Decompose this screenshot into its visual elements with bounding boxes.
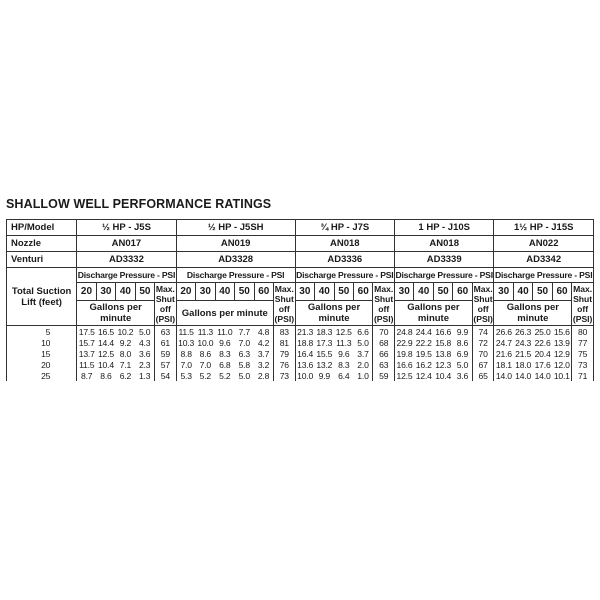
gpm-value: 5.0 <box>238 370 250 381</box>
max-shutoff-value: 73 <box>273 370 295 381</box>
gpm-value: 18.0 <box>515 359 532 370</box>
gpm-value: 12.5 <box>97 348 114 359</box>
table-row <box>7 370 594 381</box>
pressure-value: 40 <box>116 283 135 301</box>
gpm-value: 24.8 <box>395 326 414 338</box>
pressure-value: 40 <box>414 283 433 301</box>
gpm-value: 2.0 <box>357 359 369 370</box>
gpm-value: 5.3 <box>176 370 195 381</box>
nozzle-value: AN018 <box>295 236 394 252</box>
venturi-value: AD3342 <box>494 252 594 268</box>
max-shutoff-value: 68 <box>373 337 395 348</box>
gpm-value: 10.2 <box>117 326 134 337</box>
max-shutoff-value: 67 <box>472 359 494 370</box>
gpm-value: 8.3 <box>219 348 231 359</box>
max-shutoff-value: 72 <box>472 337 494 348</box>
pressure-value: 30 <box>395 283 414 301</box>
max-shutoff-header: Max. Shut off (PSI) <box>572 284 593 324</box>
pressure-value: 60 <box>453 283 472 301</box>
max-shutoff-header: Max. Shut off (PSI) <box>155 284 176 324</box>
gpm-value: 6.8 <box>219 359 231 370</box>
model-header: ½ HP - J5S <box>77 220 176 236</box>
max-shutoff-value: 74 <box>472 326 494 338</box>
gpm-value: 11.5 <box>176 326 195 338</box>
suction-lift-value: 10 <box>7 337 77 348</box>
gpm-value: 12.3 <box>435 359 452 370</box>
total-suction-lift-label: Total Suction Lift (feet) <box>7 268 77 326</box>
pressure-value: 50 <box>433 283 452 301</box>
nozzle-value: AN017 <box>77 236 176 252</box>
gpm-value: 9.9 <box>456 326 469 337</box>
gpm-value: 22.2 <box>415 337 432 348</box>
max-shutoff-value: 73 <box>572 359 594 370</box>
gpm-value: 5.0 <box>456 359 469 370</box>
gpm-value: 11.5 <box>77 359 96 370</box>
max-shutoff-header: Max. Shut off (PSI) <box>473 284 493 324</box>
gpm-value: 9.2 <box>119 337 132 348</box>
gpm-value: 21.6 <box>494 348 513 359</box>
max-shutoff-value: 80 <box>572 326 594 338</box>
pressure-value: 30 <box>494 283 513 301</box>
gpm-value: 7.0 <box>199 359 212 370</box>
gpm-value: 4.8 <box>257 326 270 337</box>
gpm-value: 16.6 <box>435 326 452 337</box>
pressure-value: 50 <box>533 283 552 301</box>
suction-lift-value: 25 <box>7 370 77 381</box>
gpm-value: 7.0 <box>176 359 195 370</box>
gpm-value: 20.4 <box>534 348 551 359</box>
max-shutoff-header: Max. Shut off (PSI) <box>373 284 394 324</box>
gpm-value: 1.3 <box>138 370 151 381</box>
gpm-value: 12.5 <box>335 326 352 337</box>
model-header: ½ HP - J5SH <box>176 220 295 236</box>
gpm-value: 6.4 <box>338 370 350 381</box>
gpm-value: 15.6 <box>553 326 570 337</box>
gpm-value: 21.3 <box>295 326 314 338</box>
gpm-value: 26.3 <box>515 326 532 337</box>
gpm-value: 8.6 <box>456 337 469 348</box>
gpm-value: 3.7 <box>357 348 369 359</box>
max-shutoff-value: 63 <box>373 359 395 370</box>
gpm-value: 24.4 <box>415 326 432 337</box>
performance-table <box>6 219 594 381</box>
nozzle-value: AN018 <box>395 236 494 252</box>
gpm-value: 6.2 <box>119 370 132 381</box>
gpm-value: 10.0 <box>197 337 214 348</box>
gpm-value: 24.3 <box>515 337 532 348</box>
gpm-value: 3.2 <box>257 359 270 370</box>
suction-lift-value: 20 <box>7 359 77 370</box>
gpm-value: 8.8 <box>176 348 195 359</box>
gpm-value: 9.9 <box>318 370 330 381</box>
page-title: SHALLOW WELL PERFORMANCE RATINGS <box>6 197 272 211</box>
pressure-value: 40 <box>315 283 334 301</box>
gpm-value: 8.0 <box>119 348 132 359</box>
table-row <box>7 337 594 348</box>
gpm-value: 13.9 <box>553 337 570 348</box>
gpm-value: 13.2 <box>316 359 333 370</box>
gpm-value: 6.6 <box>357 326 369 337</box>
gpm-value: 12.0 <box>553 359 570 370</box>
gpm-value: 2.3 <box>138 359 151 370</box>
gpm-value: 22.6 <box>534 337 551 348</box>
gpm-value: 15.7 <box>77 337 96 348</box>
gpm-value: 15.8 <box>435 337 452 348</box>
gpm-value: 13.8 <box>435 348 452 359</box>
gpm-value: 10.4 <box>435 370 452 381</box>
max-shutoff-value: 66 <box>373 348 395 359</box>
max-shutoff-value: 59 <box>373 370 395 381</box>
gpm-value: 16.5 <box>97 326 114 337</box>
gpm-value: 8.6 <box>199 348 212 359</box>
gpm-value: 3.6 <box>138 348 151 359</box>
pressure-value: 60 <box>552 283 571 301</box>
max-shutoff-value: 59 <box>155 348 177 359</box>
pressure-value: 50 <box>235 283 254 301</box>
pressure-value: 40 <box>513 283 532 301</box>
gpm-value: 14.0 <box>534 370 551 381</box>
gpm-value: 3.7 <box>257 348 270 359</box>
gallons-per-minute-header: Gallons per minute <box>395 301 473 326</box>
gpm-value: 14.0 <box>494 370 513 381</box>
gpm-value: 8.6 <box>100 370 112 381</box>
gallons-per-minute-header: Gallons per minute <box>176 301 273 326</box>
max-shutoff-header: Max. Shut off (PSI) <box>274 284 295 324</box>
max-shutoff-value: 71 <box>572 370 594 381</box>
gpm-value: 6.3 <box>238 348 250 359</box>
pressure-value: 30 <box>295 283 314 301</box>
pressure-value: 60 <box>254 283 273 301</box>
gpm-value: 5.2 <box>199 370 212 381</box>
gpm-value: 7.0 <box>238 337 250 348</box>
venturi-value: AD3328 <box>176 252 295 268</box>
gpm-value: 5.8 <box>238 359 250 370</box>
gallons-per-minute-header: Gallons per minute <box>77 301 155 326</box>
pressure-value: 30 <box>96 283 115 301</box>
max-shutoff-value: 75 <box>572 348 594 359</box>
max-shutoff-value: 83 <box>273 326 295 338</box>
suction-lift-value: 5 <box>7 326 77 338</box>
gpm-value: 8.3 <box>338 359 350 370</box>
gpm-value: 26.6 <box>494 326 513 338</box>
model-header: 1 HP - J10S <box>395 220 494 236</box>
pressure-value: 30 <box>196 283 215 301</box>
nozzle-value: AN019 <box>176 236 295 252</box>
gpm-value: 11.3 <box>197 326 213 337</box>
max-shutoff-value: 65 <box>472 370 494 381</box>
max-shutoff-value: 57 <box>155 359 177 370</box>
model-header: 1½ HP - J15S <box>494 220 594 236</box>
venturi-value: AD3336 <box>295 252 394 268</box>
gallons-per-minute-header: Gallons per minute <box>494 301 572 326</box>
gpm-value: 1.0 <box>357 370 369 381</box>
gpm-value: 6.9 <box>456 348 469 359</box>
gpm-value: 4.2 <box>257 337 270 348</box>
gpm-value: 17.6 <box>534 359 551 370</box>
gpm-value: 12.4 <box>415 370 432 381</box>
pressure-value: 40 <box>215 283 234 301</box>
gpm-value: 13.7 <box>77 348 96 359</box>
gpm-value: 5.0 <box>138 326 151 337</box>
discharge-pressure-header: Discharge Pressure - PSI <box>176 268 295 283</box>
pressure-value: 50 <box>334 283 353 301</box>
venturi-label: Venturi <box>7 252 77 268</box>
table-row <box>7 359 594 370</box>
nozzle-value: AN022 <box>494 236 594 252</box>
max-shutoff-value: 61 <box>155 337 177 348</box>
gpm-value: 5.2 <box>219 370 231 381</box>
pressure-value: 20 <box>77 283 96 301</box>
gpm-value: 16.4 <box>295 348 314 359</box>
gpm-value: 3.6 <box>456 370 469 381</box>
gpm-value: 10.4 <box>97 359 114 370</box>
gpm-value: 7.1 <box>119 359 132 370</box>
discharge-pressure-header: Discharge Pressure - PSI <box>494 268 594 283</box>
gpm-value: 11.3 <box>336 337 352 348</box>
discharge-pressure-header: Discharge Pressure - PSI <box>295 268 394 283</box>
model-header: ¾ HP - J7S <box>295 220 394 236</box>
gpm-value: 9.6 <box>219 337 231 348</box>
gpm-value: 14.0 <box>515 370 532 381</box>
gpm-value: 7.7 <box>238 326 250 337</box>
gpm-value: 19.5 <box>415 348 432 359</box>
gpm-value: 9.6 <box>338 348 350 359</box>
gallons-per-minute-header: Gallons per minute <box>295 301 373 326</box>
max-shutoff-value: 63 <box>155 326 177 338</box>
gpm-value: 10.0 <box>295 370 314 381</box>
gpm-value: 19.8 <box>395 348 414 359</box>
max-shutoff-value: 76 <box>273 359 295 370</box>
gpm-value: 16.6 <box>395 359 414 370</box>
gpm-value: 18.1 <box>494 359 513 370</box>
gpm-value: 5.0 <box>357 337 369 348</box>
pressure-value: 50 <box>135 283 154 301</box>
gpm-value: 12.5 <box>395 370 414 381</box>
gpm-value: 10.3 <box>176 337 195 348</box>
pressure-value: 20 <box>176 283 195 301</box>
max-shutoff-value: 70 <box>373 326 395 338</box>
max-shutoff-value: 79 <box>273 348 295 359</box>
max-shutoff-value: 77 <box>572 337 594 348</box>
gpm-value: 17.3 <box>316 337 333 348</box>
venturi-value: AD3339 <box>395 252 494 268</box>
gpm-value: 25.0 <box>534 326 551 337</box>
pressure-value: 60 <box>354 283 373 301</box>
gpm-value: 16.2 <box>415 359 432 370</box>
discharge-pressure-header: Discharge Pressure - PSI <box>77 268 176 283</box>
gpm-value: 18.3 <box>316 326 333 337</box>
hp-model-label: HP/Model <box>7 220 77 236</box>
suction-lift-value: 15 <box>7 348 77 359</box>
max-shutoff-value: 70 <box>472 348 494 359</box>
table-row <box>7 348 594 359</box>
max-shutoff-value: 54 <box>155 370 177 381</box>
gpm-value: 22.9 <box>395 337 414 348</box>
gpm-value: 15.5 <box>316 348 333 359</box>
gpm-value: 10.1 <box>553 370 570 381</box>
max-shutoff-value: 81 <box>273 337 295 348</box>
gpm-value: 13.6 <box>295 359 314 370</box>
gpm-value: 21.5 <box>515 348 532 359</box>
gpm-value: 18.8 <box>295 337 314 348</box>
gpm-value: 11.0 <box>217 326 233 337</box>
gpm-value: 4.3 <box>138 337 151 348</box>
gpm-value: 2.8 <box>257 370 270 381</box>
gpm-value: 8.7 <box>77 370 96 381</box>
table-row <box>7 326 594 338</box>
gpm-value: 17.5 <box>77 326 96 338</box>
gpm-value: 24.7 <box>494 337 513 348</box>
gpm-value: 14.4 <box>97 337 114 348</box>
nozzle-label: Nozzle <box>7 236 77 252</box>
gpm-value: 12.9 <box>553 348 570 359</box>
venturi-value: AD3332 <box>77 252 176 268</box>
discharge-pressure-header: Discharge Pressure - PSI <box>395 268 494 283</box>
